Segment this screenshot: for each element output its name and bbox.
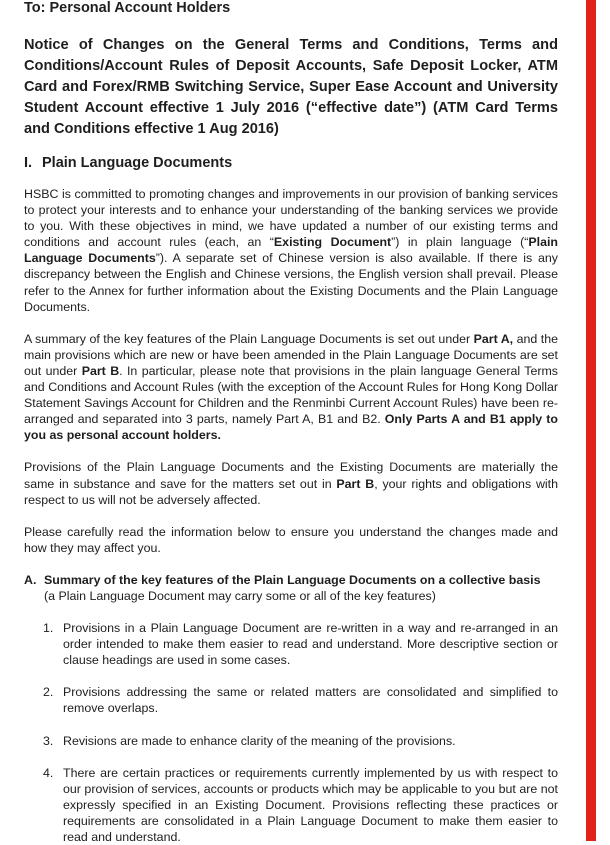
list-item <box>24 620 558 668</box>
item-text: Provisions in a Plain Language Document are re-written in a way and re-arranged in an order intended to make them easier to read and understand. More descriptive section or clause headings are used in some cases. <box>63 621 558 668</box>
item-number: 3. <box>43 733 54 748</box>
notice-title: Notice of Changes on the General Terms and Conditions, Terms and Conditions/Account Rules of Deposit Accounts, Safe Deposit Locker, ATM Card and Forex/RMB Switching Service, Super Ease Account and University Student Account effective 1 July 2016 (“effective date”) (ATM Card Terms and Conditions effective 1 Aug 2016) <box>24 37 558 137</box>
para-text: A summary of the key features of the Plain Language Documents is set out under <box>24 331 474 346</box>
paragraph-read-carefully: Please carefully read the information below to ensure you understand the changes made and how they may affect you. <box>24 524 558 555</box>
part-a-title: Summary of the key features of the Plain Language Documents on a collective basis <box>44 572 541 587</box>
section-heading <box>24 154 558 172</box>
part-a-note: (a Plain Language Document may carry some or all of the key features) <box>44 588 436 603</box>
para-text: , your rights and obligations with respect to us will not be adversely affected. <box>24 476 558 507</box>
para-bold: Part B <box>336 476 375 491</box>
para-bold: Plain Language Documents <box>24 235 558 266</box>
paragraph-summary <box>24 331 558 444</box>
item-text: Revisions are made to enhance clarity of the meaning of the provisions. <box>63 733 456 748</box>
section-title: Plain Language Documents <box>42 155 233 171</box>
list-item <box>24 733 558 749</box>
para-text: ”). A separate set of Chinese version is also available. If there is any discrepancy between the English and Chinese versions, the English version shall prevail. Please refer to the Annex for further information about the Existing Documents and the Plain Language Documents. <box>24 251 558 314</box>
para-bold: Existing Document <box>273 235 392 250</box>
para-bold: Only Parts A and B1 apply to you as personal account holders. <box>24 412 558 443</box>
para-text: Provisions of the Plain Language Documents and the Existing Documents are materially the same in substance and save for the matters set out in <box>24 460 558 491</box>
para-text: ”) in plain language (“ <box>391 235 529 250</box>
paragraph-intro <box>24 186 558 315</box>
feature-list <box>24 620 558 845</box>
para-text: and the main provisions which are new or have been amended in the Plain Language Documents are set out under <box>24 331 558 378</box>
item-number: 4. <box>43 765 54 780</box>
item-text: There are certain practices or requirements currently implemented by us with respect to our provision of services, accounts or products which may be applicable to you but are not expressly specified in an Existing Document. Provisions reflecting these practices or requirements are consolidated in a Plain Language Document to make them easier to read and understand. <box>63 765 558 844</box>
para-text: HSBC is committed to promoting changes and improvements in our provision of banking services to protect your interests and to enhance your understanding of the banking services we provide to you. With these objectives in mind, we have updated a number of our existing terms and conditions and account rules (each, an “ <box>24 187 558 250</box>
notice-content <box>24 0 558 845</box>
section-number: I. <box>24 155 33 171</box>
part-a-heading <box>24 572 558 604</box>
para-text: . In particular, please note that provisions in the plain language General Terms and Conditions and Account Rules (with the exception of the Account Rules for Hong Kong Dollar Statement Savings Account for Children and the Renminbi Current Account Rules) have been re-arranged and separated into 3 parts, namely Part A, B1 and B2. <box>24 363 558 427</box>
para-bold: Part A, <box>473 331 514 346</box>
para-bold: Part B <box>81 363 120 378</box>
list-item <box>24 684 558 716</box>
addressee-line: To: Personal Account Holders <box>24 0 231 16</box>
item-number: 1. <box>43 621 54 636</box>
paragraph-provisions <box>24 459 558 507</box>
item-text: Provisions addressing the same or related matters are consolidated and simplified to remove overlaps. <box>63 685 558 716</box>
part-a-letter: A. <box>24 572 37 587</box>
list-item <box>24 765 558 845</box>
item-number: 2. <box>43 685 54 700</box>
brand-red-bar <box>586 0 596 841</box>
